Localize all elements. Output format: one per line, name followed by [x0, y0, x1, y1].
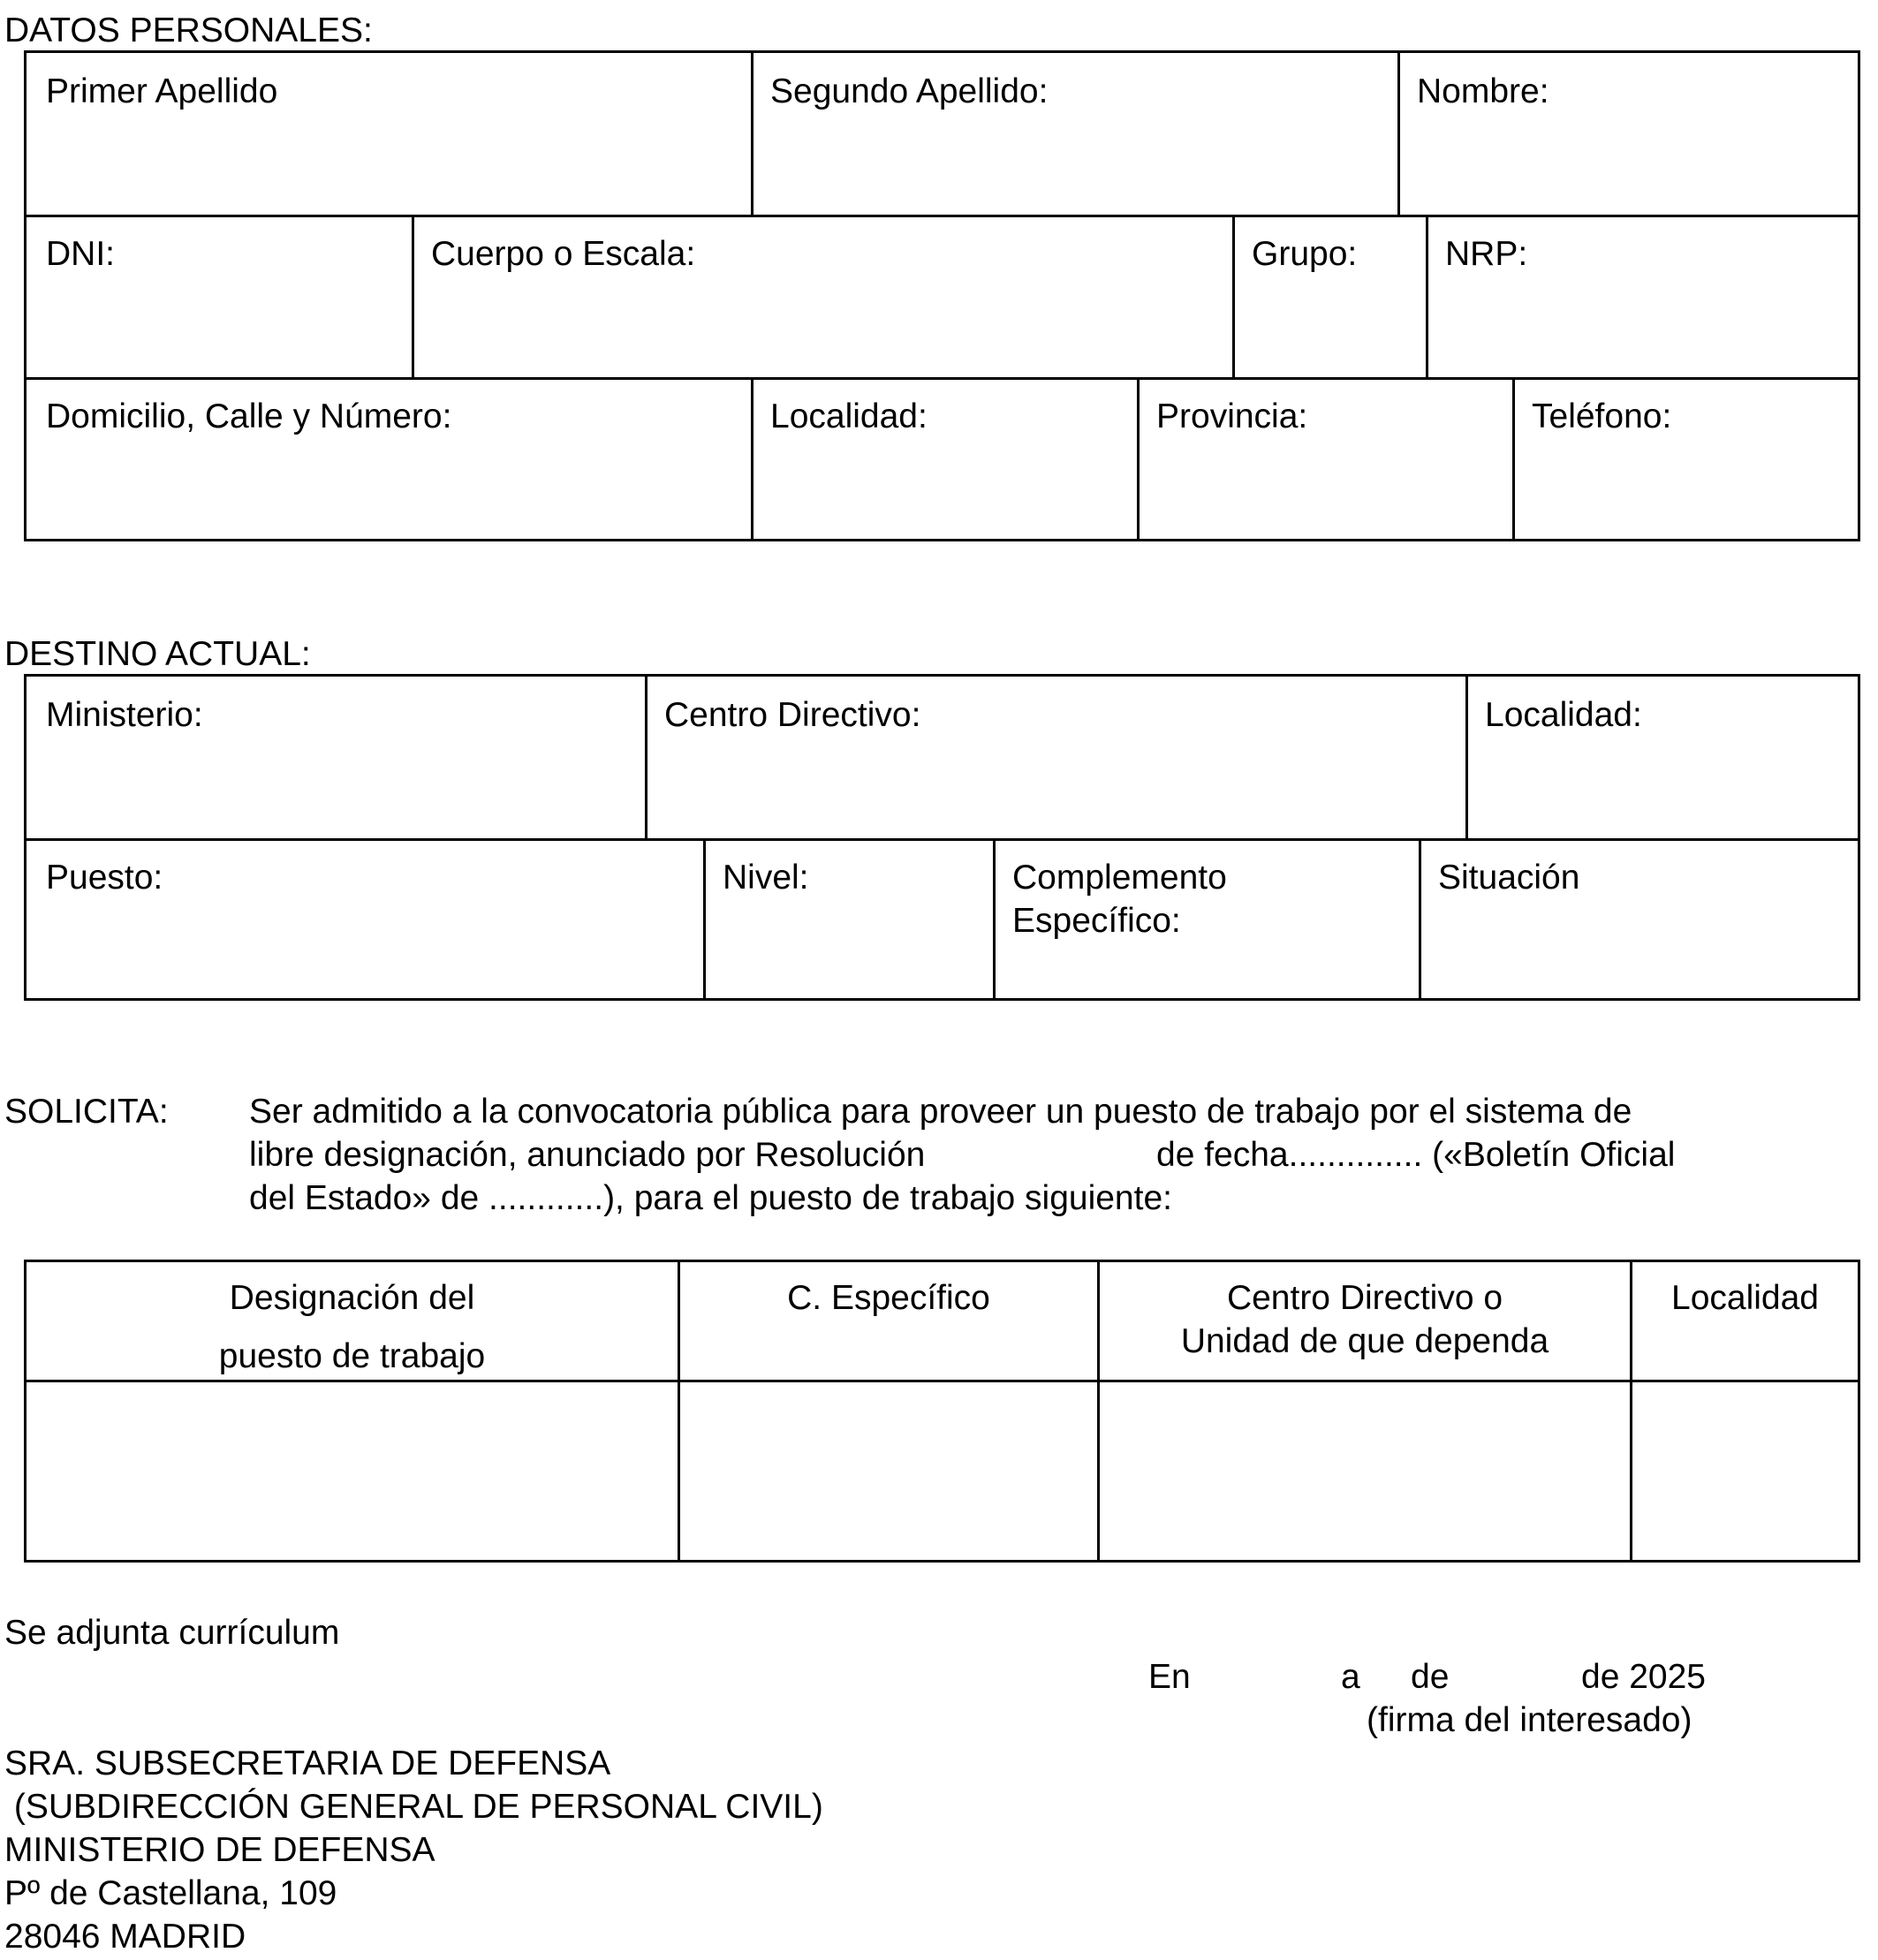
input-centro-directivo[interactable] [1100, 1382, 1630, 1560]
date-de: de [1411, 1658, 1450, 1696]
input-designacion[interactable] [27, 1382, 678, 1560]
field-label: Nombre: [1417, 72, 1549, 110]
header-text: puesto de trabajo [218, 1337, 486, 1375]
date-year: de 2025 [1581, 1658, 1706, 1696]
solicita-text-line1: Ser admitido a la convocatoria pública para proveer un puesto de trabajo por el sistema de [249, 1093, 1632, 1131]
header-text: Centro Directivo o [1226, 1279, 1503, 1317]
field-localidad[interactable] [751, 378, 1137, 539]
date-a: a [1341, 1658, 1360, 1696]
col-divider [703, 839, 706, 998]
col-divider [645, 677, 647, 838]
section-title-personal: DATOS PERSONALES: [4, 11, 373, 49]
address-line: 28046 MADRID [4, 1918, 246, 1956]
field-nivel[interactable] [703, 839, 993, 998]
field-segundo-apellido[interactable] [751, 53, 1397, 215]
field-label: Ministerio: [46, 696, 203, 734]
field-label: Teléfono: [1532, 397, 1672, 435]
field-label: Complemento [1012, 859, 1227, 897]
solicita-text-line2b: de fecha.............. («Boletín Oficial [1156, 1136, 1676, 1174]
solicita-text-line2a: libre designación, anunciado por Resolución [249, 1136, 926, 1174]
puestos-table [24, 1260, 1860, 1563]
field-ministerio[interactable] [27, 677, 645, 838]
field-label: NRP: [1445, 235, 1528, 273]
col-divider [1465, 677, 1468, 838]
field-primer-apellido[interactable] [27, 53, 751, 215]
solicita-text-line3: del Estado» de ............), para el puesto de trabajo siguiente: [249, 1179, 1172, 1217]
field-label: Puesto: [46, 859, 163, 897]
header-text: Unidad de que dependa [1180, 1322, 1549, 1360]
header-text: C. Específico [787, 1279, 990, 1317]
field-label: Primer Apellido [46, 72, 278, 110]
col-divider [1137, 378, 1140, 539]
date-en: En [1148, 1658, 1191, 1696]
field-label: DNI: [46, 235, 115, 273]
field-label: Específico: [1012, 902, 1181, 940]
input-c-especifico[interactable] [680, 1382, 1097, 1560]
col-divider [1426, 216, 1428, 377]
header-localidad [1632, 1262, 1858, 1380]
solicita-label: SOLICITA: [4, 1093, 169, 1131]
address-line: MINISTERIO DE DEFENSA [4, 1831, 435, 1869]
field-localidad-destino[interactable] [1465, 677, 1858, 838]
field-label: Localidad: [1485, 696, 1642, 734]
field-situacion[interactable] [1419, 839, 1858, 998]
header-c-especifico [680, 1262, 1097, 1380]
field-complemento-especifico[interactable] [993, 839, 1419, 998]
personal-data-table [24, 50, 1860, 541]
field-provincia[interactable] [1137, 378, 1512, 539]
field-nombre[interactable] [1397, 53, 1858, 215]
address-line: Pº de Castellana, 109 [4, 1874, 337, 1912]
field-dni[interactable] [27, 216, 412, 377]
col-divider [412, 216, 414, 377]
field-domicilio[interactable] [27, 378, 751, 539]
field-label: Segundo Apellido: [770, 72, 1049, 110]
col-divider [1232, 216, 1235, 377]
col-divider [1397, 53, 1400, 215]
col-divider [751, 378, 753, 539]
col-divider [993, 839, 996, 998]
firma-label: (firma del interesado) [1367, 1701, 1692, 1739]
field-label: Cuerpo o Escala: [431, 235, 696, 273]
input-localidad[interactable] [1632, 1382, 1858, 1560]
field-label: Centro Directivo: [664, 696, 921, 734]
field-telefono[interactable] [1512, 378, 1858, 539]
field-grupo[interactable] [1232, 216, 1426, 377]
field-label: Localidad: [770, 397, 928, 435]
header-designacion [27, 1262, 678, 1380]
address-line: (SUBDIRECCIÓN GENERAL DE PERSONAL CIVIL) [4, 1788, 823, 1826]
destino-table [24, 674, 1860, 1001]
header-centro-directivo [1100, 1262, 1630, 1380]
field-nrp[interactable] [1426, 216, 1858, 377]
field-puesto[interactable] [27, 839, 703, 998]
header-text: Localidad [1671, 1279, 1819, 1317]
field-label: Situación [1438, 859, 1580, 897]
section-title-destino: DESTINO ACTUAL: [4, 635, 311, 673]
adjunta-curriculum: Se adjunta currículum [4, 1614, 340, 1652]
col-divider [1512, 378, 1515, 539]
field-label: Grupo: [1252, 235, 1358, 273]
field-centro-directivo[interactable] [645, 677, 1465, 838]
address-line: SRA. SUBSECRETARIA DE DEFENSA [4, 1744, 611, 1782]
field-label: Nivel: [723, 859, 809, 897]
col-divider [1419, 839, 1421, 998]
header-text: Designación del [229, 1279, 475, 1317]
field-label: Domicilio, Calle y Número: [46, 397, 452, 435]
col-divider [751, 53, 753, 215]
field-cuerpo-escala[interactable] [412, 216, 1232, 377]
field-label: Provincia: [1156, 397, 1308, 435]
